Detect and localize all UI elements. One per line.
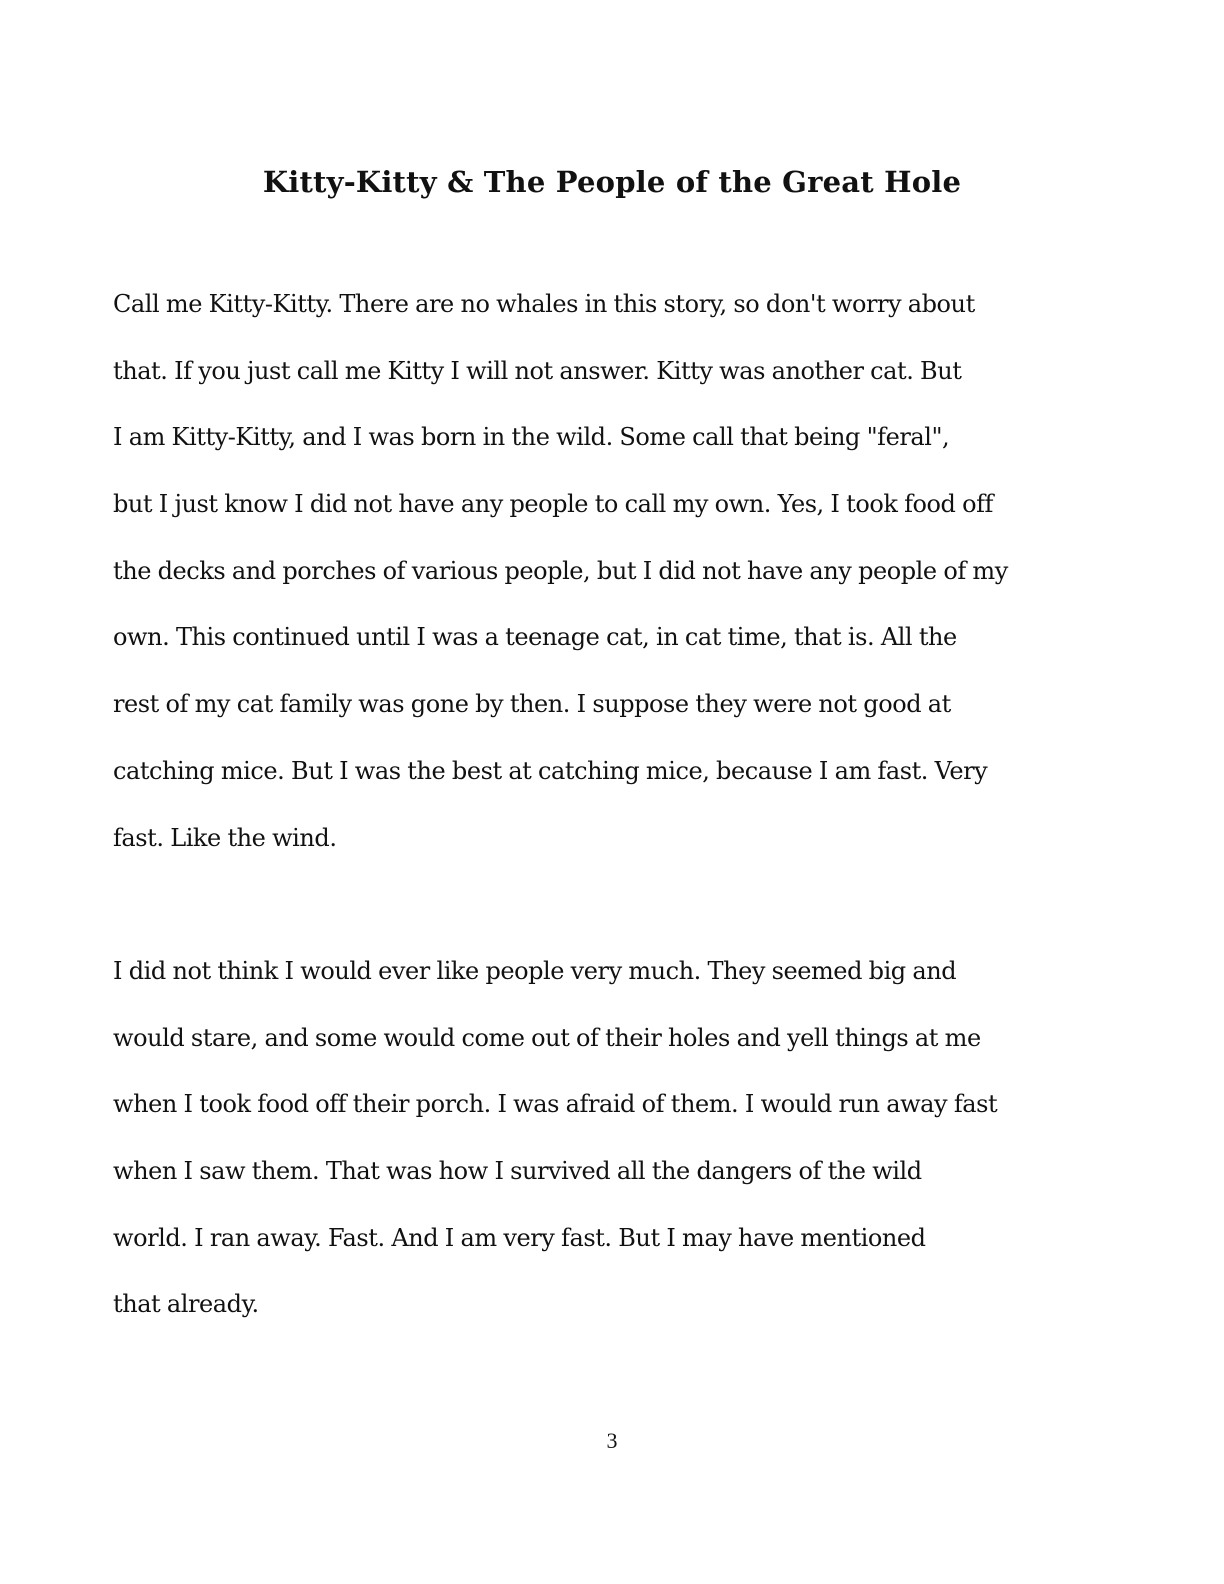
text-line: Call me Kitty-Kitty. There are no whales in this story, so don't worry about [113, 290, 975, 318]
text-line: I did not think I would ever like people very much. They seemed big and [113, 957, 957, 985]
paragraph-1 [113, 284, 1123, 884]
text-line: fast. Like the wind. [113, 823, 337, 852]
text-line: I am Kitty-Kitty, and I was born in the wild. Some call that being "feral", [113, 423, 950, 452]
text-line: rest of my cat family was gone by then. I suppose they were not good at [113, 690, 951, 719]
text-line: that already. [113, 1290, 259, 1319]
page-title: Kitty-Kitty & The People of the Great Hole [262, 165, 962, 199]
text-line: catching mice. But I was the best at catching mice, because I am fast. Very [113, 756, 988, 785]
page-number: 3 [606, 1428, 618, 1453]
text-line: own. This continued until I was a teenage cat, in cat time, that is. All the [113, 623, 957, 652]
text-line: the decks and porches of various people, but I did not have any people of my [113, 556, 1008, 585]
paragraph-2 [113, 951, 1123, 1351]
text-line: that. If you just call me Kitty I will not answer. Kitty was another cat. But [113, 356, 962, 385]
text-line: world. I ran away. Fast. And I am very fast. But I may have mentioned [113, 1223, 926, 1252]
text-line: when I took food off their porch. I was afraid of them. I would run away fast [113, 1090, 998, 1119]
text-line: but I just know I did not have any people to call my own. Yes, I took food off [113, 490, 993, 519]
text-line: would stare, and some would come out of their holes and yell things at me [113, 1023, 981, 1052]
text-line: when I saw them. That was how I survived all the dangers of the wild [113, 1157, 922, 1186]
